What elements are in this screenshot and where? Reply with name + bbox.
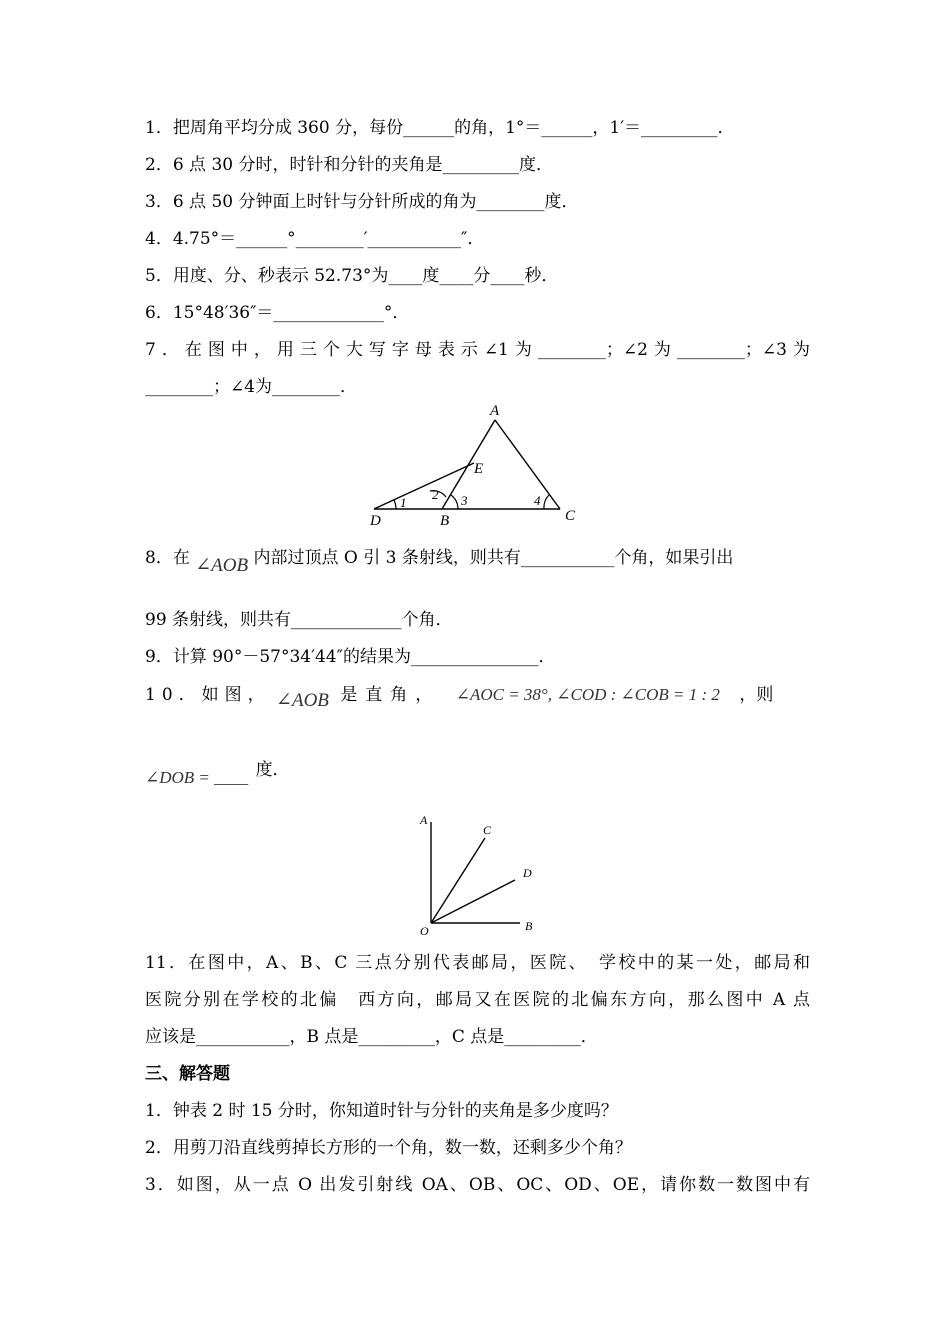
label-a: A bbox=[490, 403, 500, 419]
angle-3-arc bbox=[451, 495, 458, 509]
label-b: B bbox=[525, 919, 533, 933]
question-2: 2．6 点 30 分时，时针和分针的夹角是_________度． bbox=[145, 155, 553, 175]
section-3-heading: 三、解答题 bbox=[145, 1064, 230, 1084]
q10-angle-dob: ∠DOB = ____ bbox=[145, 768, 249, 787]
angle-4-arc bbox=[544, 495, 549, 509]
q10-degree-suffix: 度． bbox=[255, 760, 290, 780]
label-o: O bbox=[420, 924, 429, 938]
q10-prefix: 10．如图， bbox=[145, 685, 271, 705]
q10-end: ，则 bbox=[739, 685, 774, 705]
question-6: 6．15°48′36″＝_____________°． bbox=[145, 303, 410, 323]
answer-question-2: 2．用剪刀沿直线剪掉长方形的一个角，数一数，还剩多少个角？ bbox=[145, 1138, 632, 1158]
question-8-line-2: 99 条射线，则共有_____________个角． bbox=[145, 610, 453, 630]
label-d: D bbox=[370, 513, 381, 529]
side-ab bbox=[442, 420, 495, 509]
question-7-line-2: ________；∠4为________． bbox=[145, 377, 358, 397]
label-2: 2 bbox=[432, 487, 439, 502]
question-1: 1．把周角平均分成 360 分，每份______的角，1°＝______，1′＝_________． bbox=[145, 118, 735, 138]
question-11-line-1: 11．在图中，A、B、C 三点分别代表邮局，医院、 学校中的某一处，邮局和 bbox=[145, 953, 810, 973]
label-c: C bbox=[565, 508, 576, 524]
label-e: E bbox=[474, 461, 484, 477]
label-c: C bbox=[483, 823, 492, 837]
rays-figure bbox=[410, 810, 550, 940]
ray-od bbox=[431, 880, 515, 923]
question-11-line-3: 应该是___________，B 点是_________，C 点是_________． bbox=[145, 1027, 598, 1047]
label-3: 3 bbox=[461, 493, 468, 508]
answer-question-3: 3．如图，从一点 O 出发引射线 OA、OB、OC、OD、OE，请你数一数图中有 bbox=[145, 1175, 810, 1195]
q8-prefix: 8．在 bbox=[145, 548, 190, 568]
question-7-line-1: 7．在图中，用三个大写字母表示∠1为________；∠2为________；∠3为 bbox=[145, 340, 810, 360]
question-10-line-2 bbox=[145, 758, 810, 787]
q10-mid: 是直角， bbox=[340, 685, 441, 705]
q10-angle-relations: ∠AOC = 38°, ∠COD : ∠COB = 1 : 2 bbox=[455, 685, 720, 704]
label-d: D bbox=[523, 866, 532, 880]
q10-angle-aob: ∠AOB bbox=[276, 690, 329, 711]
q8-angle-aob: ∠AOB bbox=[195, 555, 249, 576]
label-a: A bbox=[420, 813, 428, 827]
ray-oc bbox=[431, 838, 485, 923]
question-5: 5．用度、分、秒表示 52.73°为____度____分____秒． bbox=[145, 266, 559, 286]
segment-de bbox=[374, 463, 474, 509]
question-4: 4．4.75°＝______°________′___________″． bbox=[145, 229, 485, 249]
q8-suffix: 内部过顶点 O 引 3 条射线，则共有___________个角，如果引出 bbox=[253, 548, 734, 568]
label-1: 1 bbox=[400, 495, 407, 510]
label-4: 4 bbox=[534, 493, 541, 508]
question-10-line-1 bbox=[145, 683, 810, 711]
angle-1-arc bbox=[394, 500, 396, 509]
question-8-line-1 bbox=[145, 546, 810, 576]
question-9: 9．计算 90°－57°34′44″的结果为_______________． bbox=[145, 647, 556, 667]
answer-question-1: 1．钟表 2 时 15 分时，你知道时针与分针的夹角是多少度吗？ bbox=[145, 1101, 618, 1121]
side-ac bbox=[495, 420, 560, 509]
label-b: B bbox=[440, 513, 450, 529]
question-11-line-2: 医院分别在学校的北偏 西方向，邮局又在医院的北偏东方向，那么图中 A 点 bbox=[145, 990, 810, 1010]
triangle-figure bbox=[360, 400, 590, 530]
question-3: 3．6 点 50 分钟面上时针与分针所成的角为________度． bbox=[145, 192, 579, 212]
